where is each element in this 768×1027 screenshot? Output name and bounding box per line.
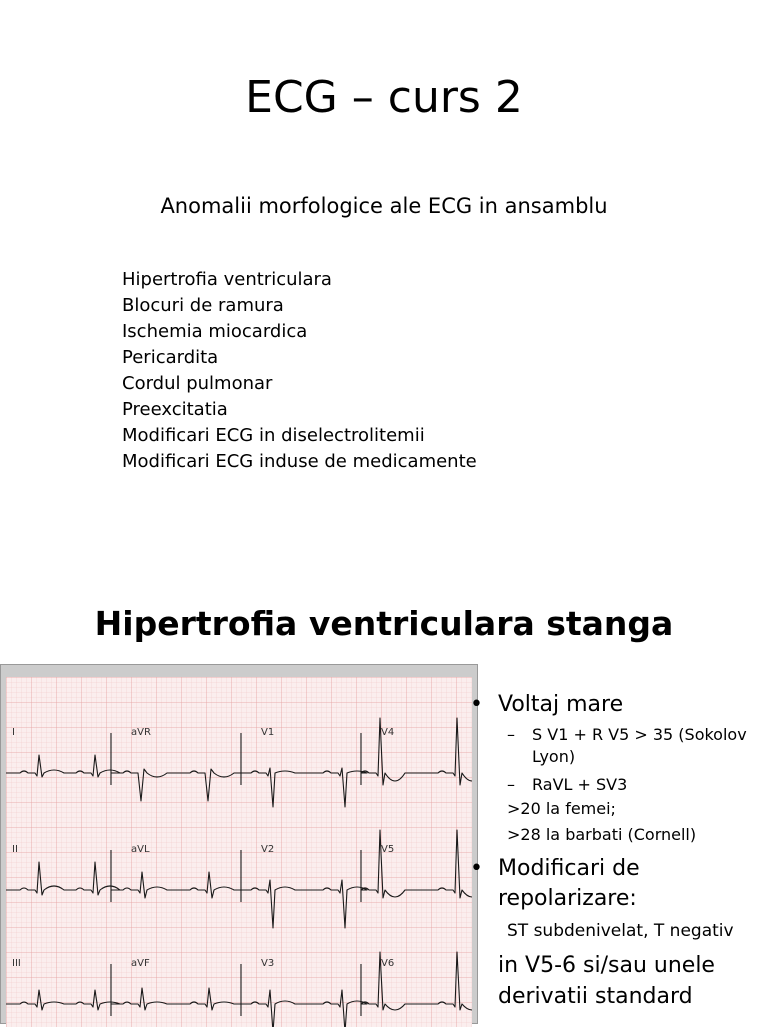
ecg-lead-label: III [12,958,21,969]
ecg-lead-label: V5 [381,844,395,855]
slide1-subtitle: Anomalii morfologice ale ECG in ansamblu [160,194,608,218]
bullet-repolarizare-text: Modificari de repolarizare: [498,856,640,911]
topic-list [122,267,477,475]
bullet-panel [470,690,768,1012]
list-item: Cordul pulmonar [122,373,273,394]
bullet-marker: • [470,856,483,881]
bullet-repolarizare [470,854,768,914]
ecg-lead-label: aVR [131,727,151,738]
sub-bullet-sokolov [470,724,768,768]
slide1-title: ECG – curs 2 [245,72,523,123]
list-item: Hipertrofia ventriculara [122,269,332,290]
list-item: Modificari ECG induse de medicamente [122,451,477,472]
ecg-lead-label: V4 [381,727,395,738]
ecg-lead-label: I [12,727,15,738]
ecg-lead-label: V2 [261,844,275,855]
ecg-lead-label: V6 [381,958,395,969]
slide2-title: Hipertrofia ventriculara stanga [94,604,674,643]
sub-bullet-sokolov-text: S V1 + R V5 > 35 (Sokolov Lyon) [532,725,747,766]
note-femei: >20 la femei; [507,799,616,818]
bullet-voltaj [470,690,768,720]
sub-bullet-cornell [470,774,768,796]
list-item: Pericardita [122,347,219,368]
list-item: Ischemia miocardica [122,321,308,342]
note-barbati: >28 la barbati (Cornell) [507,825,697,844]
ecg-lead-label: aVL [131,844,150,855]
closing-text: in V5-6 si/sau unele derivatii standard [498,953,715,1009]
ecg-lead-label: V1 [261,727,275,738]
sub-bullet-cornell-text: RaVL + SV3 [532,775,628,794]
bullet-marker: • [470,692,483,717]
st-change-text: ST subdenivelat, T negativ [507,921,734,941]
bullet-voltaj-text: Voltaj mare [498,692,624,717]
dash-marker: – [507,725,515,744]
ecg-tracing-image [6,677,472,1027]
list-item: Blocuri de ramura [122,295,284,316]
dash-marker: – [507,775,515,794]
list-item: Preexcitatia [122,399,228,420]
list-item: Modificari ECG in diselectrolitemii [122,425,425,446]
ecg-lead-label: V3 [261,958,275,969]
ecg-lead-label: II [12,844,18,855]
ecg-image-frame [0,664,478,1024]
ecg-lead-label: aVF [131,958,150,969]
